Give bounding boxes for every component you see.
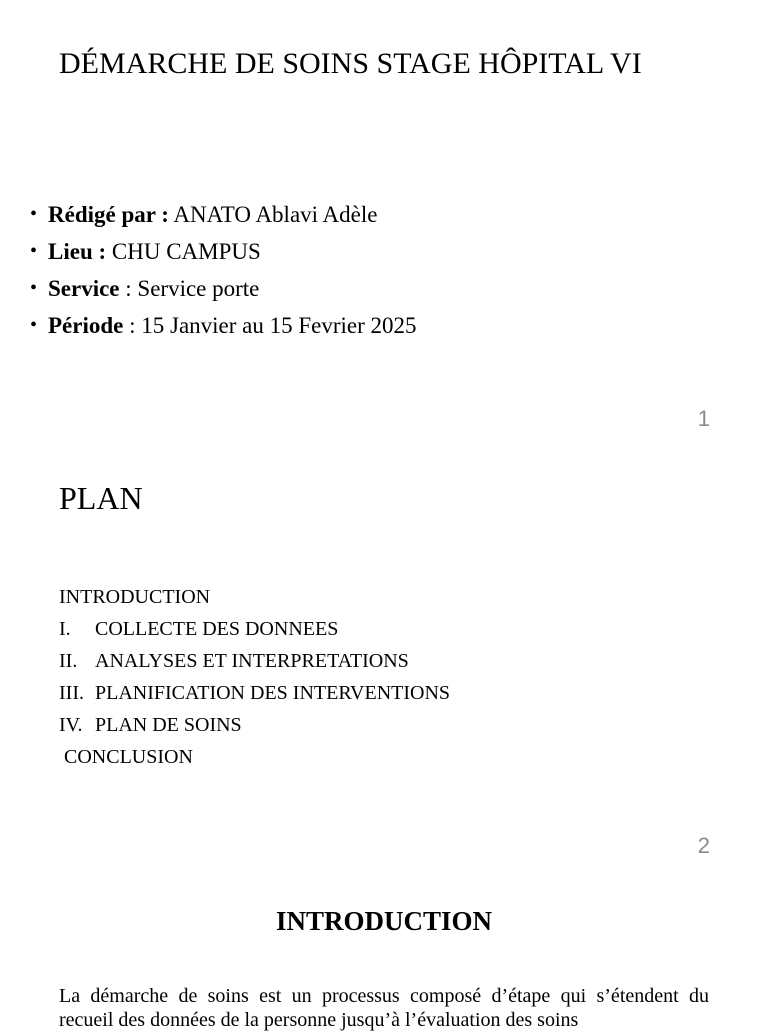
plan-item-text: PLANIFICATION DES INTERVENTIONS (95, 682, 451, 704)
info-item-period (30, 307, 417, 344)
plan-item (59, 645, 450, 677)
plan-item-text: COLLECTE DES DONNEES (95, 618, 339, 640)
bullet-icon: • (30, 277, 38, 299)
plan-item-text: ANALYSES ET INTERPRETATIONS (95, 650, 409, 672)
info-item-author (30, 196, 417, 233)
page-number: 2 (697, 833, 710, 858)
info-list (30, 196, 417, 344)
document-title: DÉMARCHE DE SOINS STAGE HÔPITAL VI (59, 47, 642, 80)
introduction-title: INTRODUCTION (275, 906, 493, 936)
plan-item-text: CONCLUSION (64, 746, 193, 768)
plan-item-number: II. (59, 650, 78, 672)
plan-item (59, 581, 450, 613)
slide-2 (0, 427, 768, 858)
page-number: 1 (697, 406, 710, 431)
plan-item (59, 709, 450, 741)
info-item-service (30, 270, 417, 307)
plan-list (59, 581, 450, 773)
plan-item (59, 677, 450, 709)
slide-3 (0, 854, 768, 1031)
slide-1 (0, 0, 768, 431)
info-value: ANATO Ablavi Adèle (168, 202, 378, 227)
plan-item (59, 741, 450, 773)
info-label: Rédigé par : (48, 202, 169, 227)
info-label: Période (48, 313, 124, 338)
plan-item (59, 613, 450, 645)
plan-item-number: III. (59, 682, 84, 704)
bullet-icon: • (30, 314, 38, 336)
info-label: Lieu : (48, 239, 107, 264)
info-value: CHU CAMPUS (106, 239, 261, 264)
plan-item-number: IV. (59, 714, 83, 736)
plan-item-text: PLAN DE SOINS (95, 714, 242, 736)
plan-item-number: I. (59, 618, 71, 640)
info-value: : 15 Janvier au 15 Fevrier 2025 (123, 313, 417, 338)
introduction-paragraph: La démarche de soins est un processus composé d’étape qui s’étendent du recueil des données de la personne jusqu’à l’évaluation des soins (59, 985, 709, 1031)
plan-title: PLAN (59, 480, 143, 516)
bullet-icon: • (30, 203, 38, 225)
bullet-icon: • (30, 240, 38, 262)
info-item-location (30, 233, 417, 270)
plan-item-text: INTRODUCTION (59, 586, 211, 608)
info-value: : Service porte (119, 276, 260, 301)
info-label: Service (48, 276, 120, 301)
